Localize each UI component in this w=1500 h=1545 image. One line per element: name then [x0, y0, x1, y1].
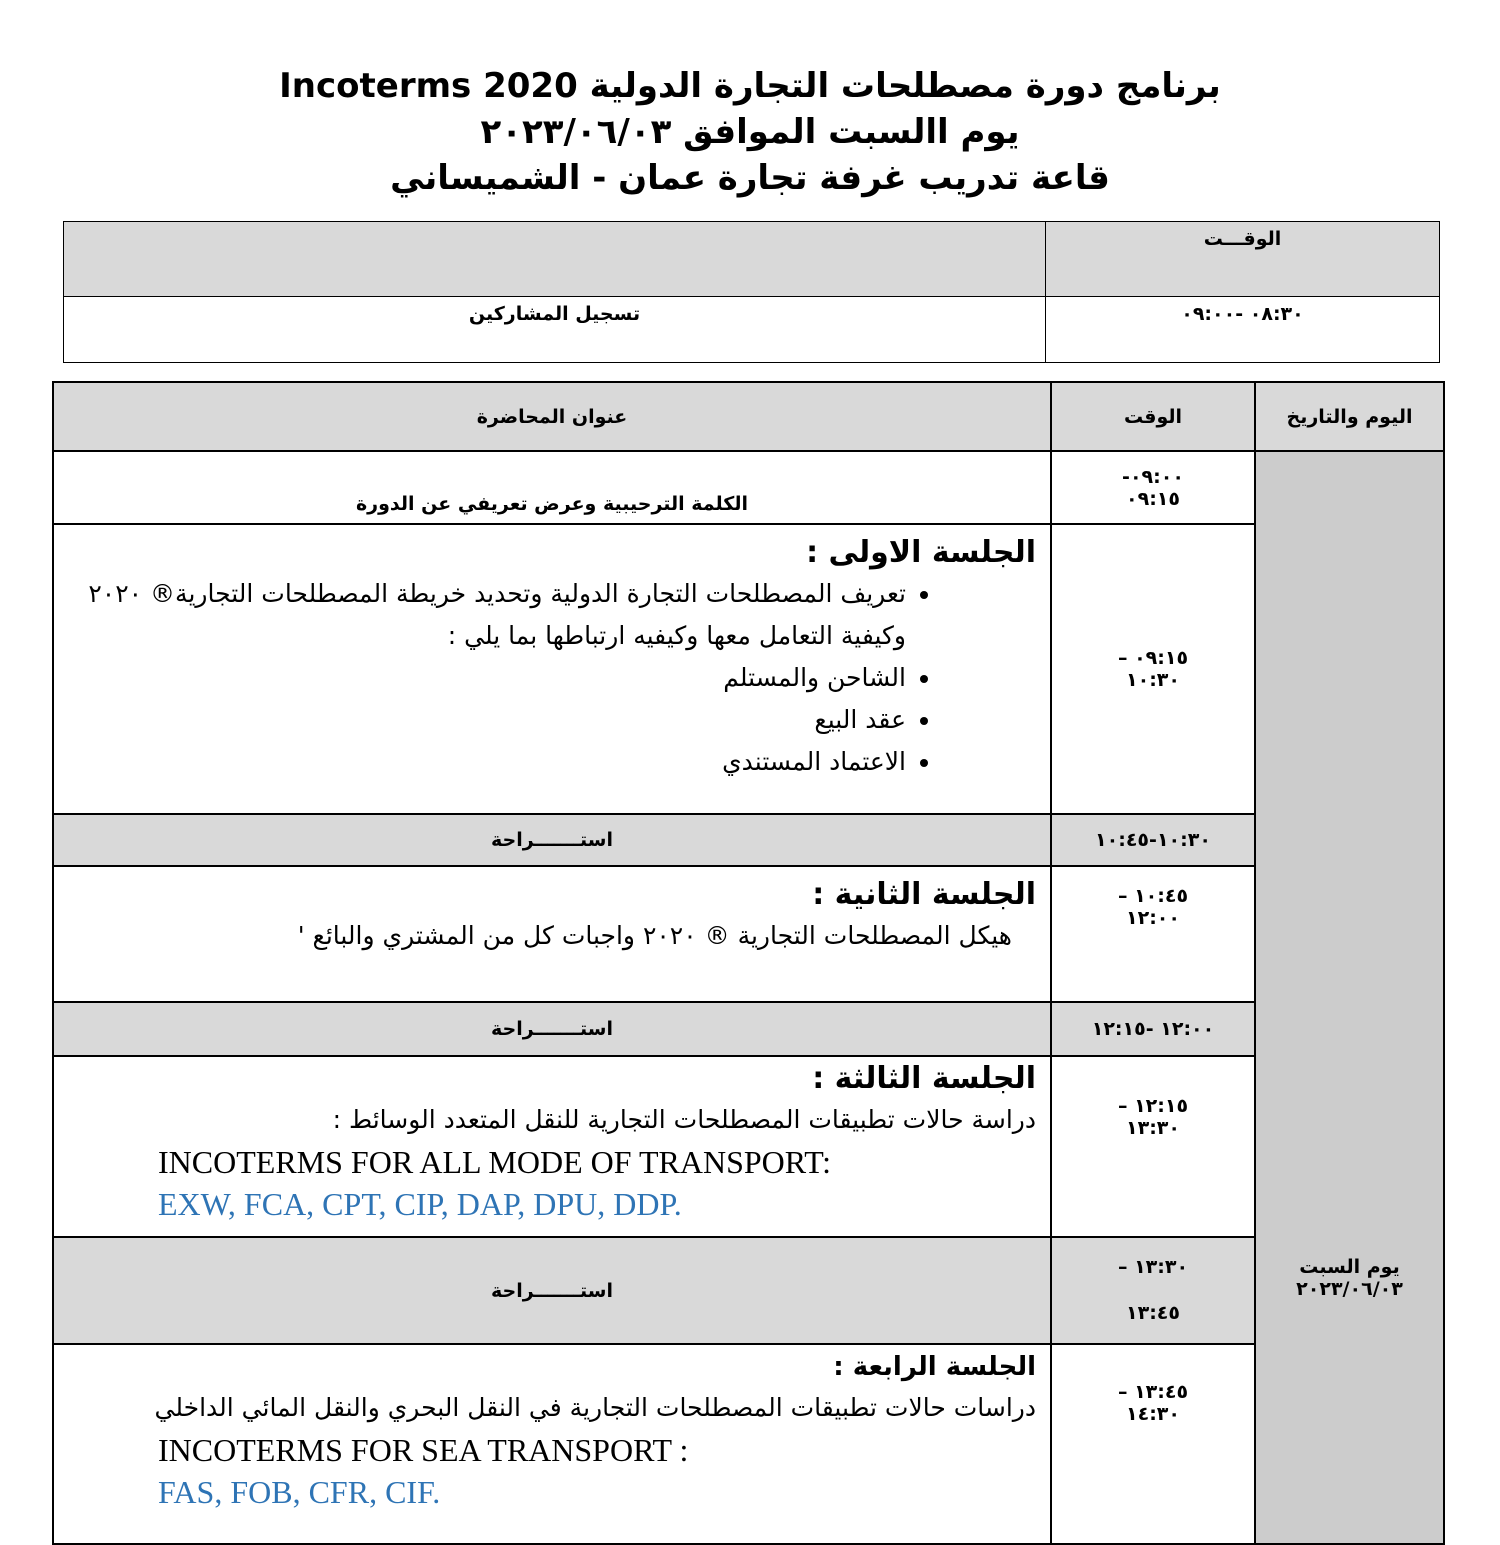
session-heading: الجلسة الاولى :	[806, 535, 1036, 570]
session-text: دراسة حالات تطبيقات المصطلحات التجارية للنقل المتعدد الوسائط :	[332, 1105, 1036, 1134]
session-heading: الجلسة الثانية :	[812, 877, 1036, 912]
time-start: ١٢:١٥ –	[1117, 1095, 1189, 1117]
welcome-title: الكلمة الترحيبية وعرض تعريفي عن الدورة	[53, 451, 1051, 524]
time-start: ١٠:٤٥ –	[1117, 885, 1189, 907]
empty-header	[64, 222, 1046, 297]
break-time: ١٠:٣٠-١٠:٤٥	[1051, 814, 1255, 866]
header-day: اليوم والتاريخ	[1255, 382, 1444, 451]
break-time: ١٢:٠٠ -١٢:١٥	[1051, 1002, 1255, 1056]
time-cell	[1051, 451, 1255, 524]
session-2	[53, 866, 1051, 1002]
time-start: ٠٩:٠٠-	[1122, 465, 1184, 488]
time-cell	[1051, 866, 1255, 1002]
time-end: ١٢:٠٠	[1126, 907, 1180, 929]
time-end: ٠٩:١٥	[1126, 487, 1180, 510]
time-end: ١٤:٣٠	[1126, 1403, 1180, 1425]
session-heading: الجلسة الرابعة :	[833, 1352, 1036, 1382]
session-4	[53, 1344, 1051, 1544]
bullet-item: • تعريف المصطلحات التجارة الدولية وتحديد خريطة المصطلحات التجارية® ٢٠٢٠ وكيفية التعامل معها وكيفيه ارتباطها بما يلي :	[68, 573, 906, 657]
program-title: برنامج دورة مصطلحات التجارة الدولية Incoterms 2020	[279, 66, 1221, 106]
time-cell	[1051, 1344, 1255, 1544]
time-end: ١٠:٣٠	[1126, 669, 1180, 691]
schedule-table	[52, 381, 1445, 1545]
time-end: ١٣:٣٠	[1126, 1117, 1180, 1139]
time-header: الوقـــت	[1046, 222, 1440, 297]
incoterms-label: INCOTERMS FOR ALL MODE OF TRANSPORT:	[158, 1144, 832, 1180]
incoterms-list: FAS, FOB, CFR, CIF.	[158, 1474, 441, 1510]
time-start: ١٣:٤٥ –	[1117, 1381, 1189, 1403]
program-date: يوم االسبت الموافق ٢٠٢٣/٠٦/٠٣	[480, 112, 1020, 152]
time-start: ١٣:٣٠ –	[1117, 1256, 1189, 1278]
time-end: ١٣:٤٥	[1126, 1302, 1180, 1324]
time-cell	[1051, 1056, 1255, 1237]
registration-table	[63, 221, 1440, 363]
registration-label: تسجيل المشاركين	[64, 297, 1046, 363]
bullet-item: • الشاحن والمستلم	[68, 657, 906, 699]
session-text: دراسات حالات تطبيقات المصطلحات التجارية في النقل البحري والنقل المائي الداخلي	[154, 1393, 1036, 1422]
header-time: الوقت	[1051, 382, 1255, 451]
break-label: استـــــــراحة	[53, 814, 1051, 866]
bullet-item: • عقد البيع	[68, 699, 906, 741]
break-label: استـــــــراحة	[53, 1002, 1051, 1056]
bullet-item: • الاعتماد المستندي	[68, 741, 906, 783]
time-cell	[1051, 1237, 1255, 1344]
time-start: ٠٩:١٥ –	[1117, 647, 1189, 669]
session-heading: الجلسة الثالثة :	[812, 1061, 1036, 1096]
time-cell	[1051, 524, 1255, 814]
day-name: يوم السبت	[1299, 1255, 1400, 1278]
program-venue: قاعة تدريب غرفة تجارة عمان - الشميساني	[390, 158, 1110, 198]
header-title: عنوان المحاضرة	[53, 382, 1051, 451]
day-date: ٢٠٢٣/٠٦/٠٣	[1296, 1277, 1403, 1300]
break-label: استـــــــراحة	[53, 1237, 1051, 1344]
session-text: هيكل المصطلحات التجارية ® ٢٠٢٠ واجبات كل من المشتري والبائع '	[297, 921, 1012, 950]
registration-time: ٠٨:٣٠ -٠٩:٠٠	[1046, 297, 1440, 363]
incoterms-list: EXW, FCA, CPT, CIP, DAP, DPU, DDP.	[158, 1186, 682, 1222]
session-3	[53, 1056, 1051, 1237]
incoterms-label: INCOTERMS FOR SEA TRANSPORT :	[158, 1432, 689, 1468]
day-cell	[1255, 451, 1444, 1544]
session-1	[53, 524, 1051, 814]
